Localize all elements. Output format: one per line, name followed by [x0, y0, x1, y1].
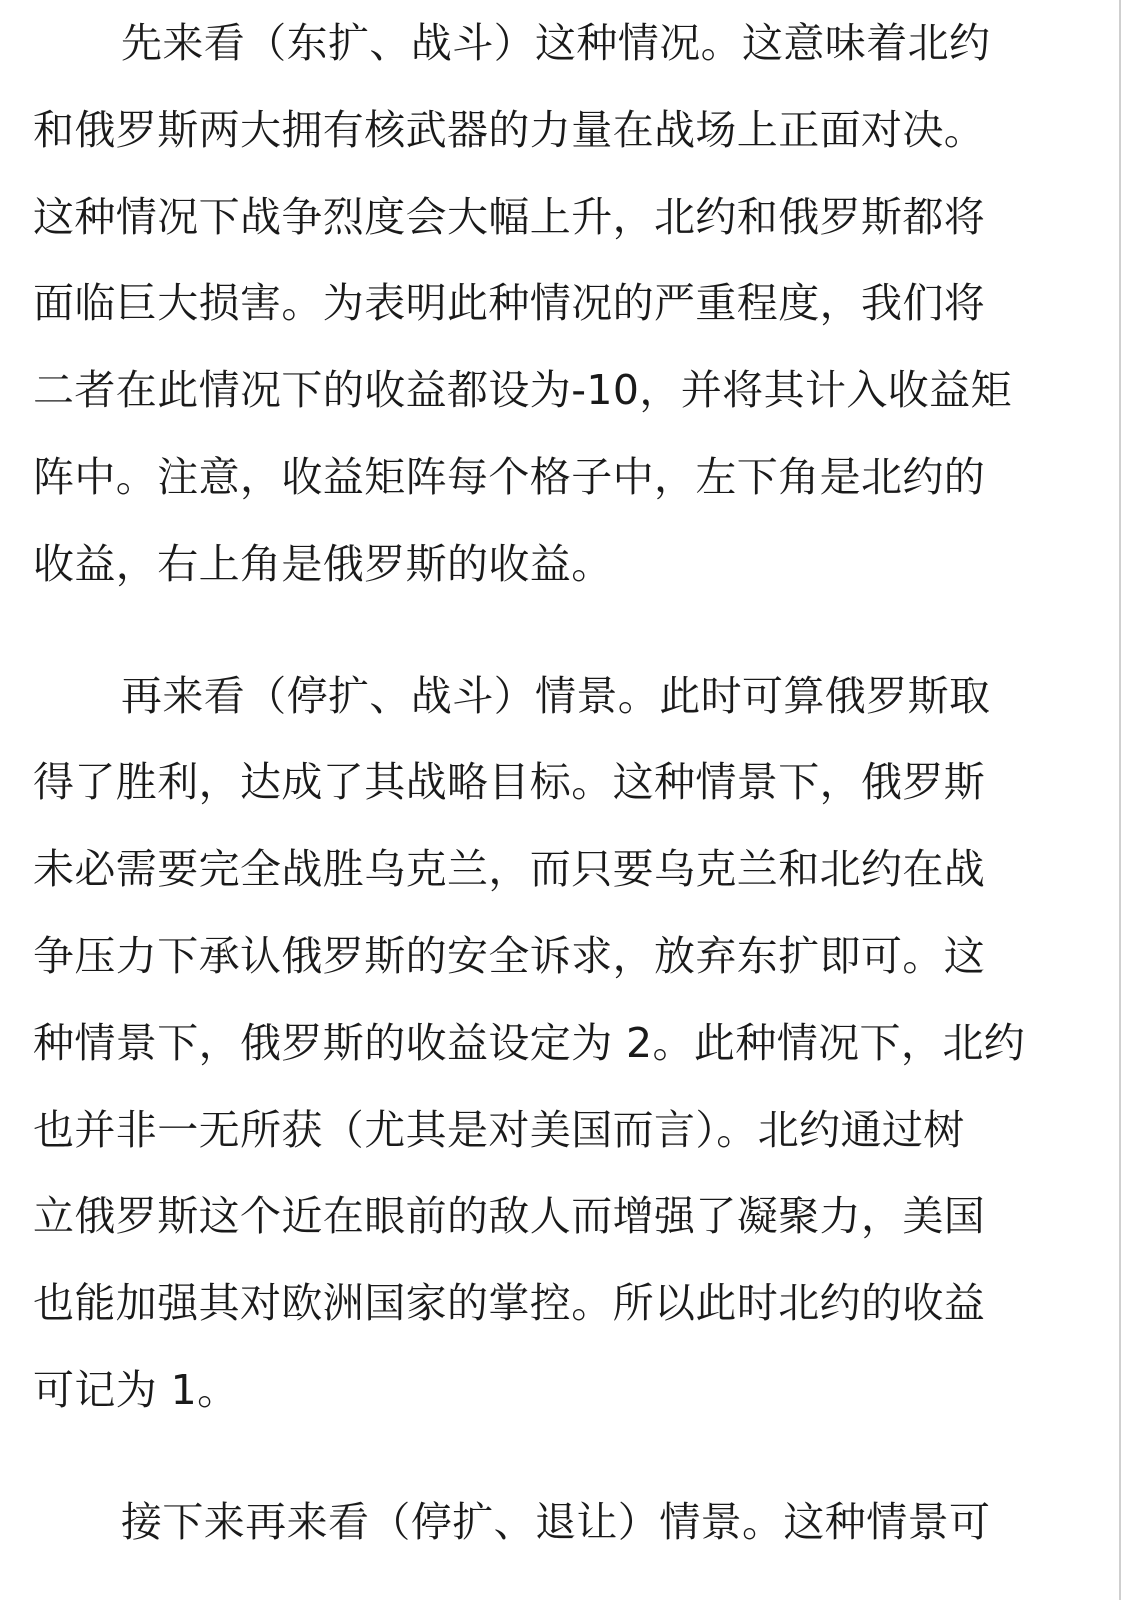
paragraph-2	[33, 653, 1083, 1434]
text-line: 阵中。注意，收益矩阵每个格子中，左下角是北约的	[33, 452, 986, 501]
text-line: 再来看（停扩、战斗）情景。此时可算俄罗斯取	[121, 671, 991, 720]
text-line: 未必需要完全战胜乌克兰，而只要乌克兰和北约在战	[33, 845, 986, 894]
paragraph-3	[33, 1479, 1083, 1566]
text-line: 这种情况下战争烈度会大幅上升，北约和俄罗斯都将	[33, 192, 986, 241]
text-line: 面临巨大损害。为表明此种情况的严重程度，我们将	[33, 279, 986, 328]
paragraph-gap	[33, 608, 1083, 653]
article-body	[33, 0, 1083, 1566]
paragraph-gap	[33, 1434, 1083, 1479]
text-line: 立俄罗斯这个近在眼前的敌人而增强了凝聚力，美国	[33, 1192, 986, 1241]
page-right-border	[1119, 0, 1121, 1600]
text-line: 和俄罗斯两大拥有核武器的力量在战场上正面对决。	[33, 105, 986, 154]
text-line: 也并非一无所获（尤其是对美国而言）。北约通过树	[33, 1105, 965, 1154]
text-line: 可记为 1。	[33, 1365, 239, 1414]
paragraph-1	[33, 0, 1083, 608]
text-line: 也能加强其对欧洲国家的掌控。所以此时北约的收益	[33, 1279, 986, 1328]
text-line: 争压力下承认俄罗斯的安全诉求，放弃东扩即可。这	[33, 931, 986, 980]
text-line: 接下来再来看（停扩、退让）情景。这种情景可	[121, 1497, 991, 1546]
text-line: 得了胜利，达成了其战略目标。这种情景下，俄罗斯	[33, 758, 986, 807]
text-line: 先来看（东扩、战斗）这种情况。这意味着北约	[121, 19, 991, 67]
text-line: 二者在此情况下的收益都设为-10，并将其计入收益矩	[33, 366, 1012, 415]
text-line: 种情景下，俄罗斯的收益设定为 2。此种情况下，北约	[33, 1018, 1026, 1067]
text-line: 收益，右上角是俄罗斯的收益。	[33, 539, 613, 588]
